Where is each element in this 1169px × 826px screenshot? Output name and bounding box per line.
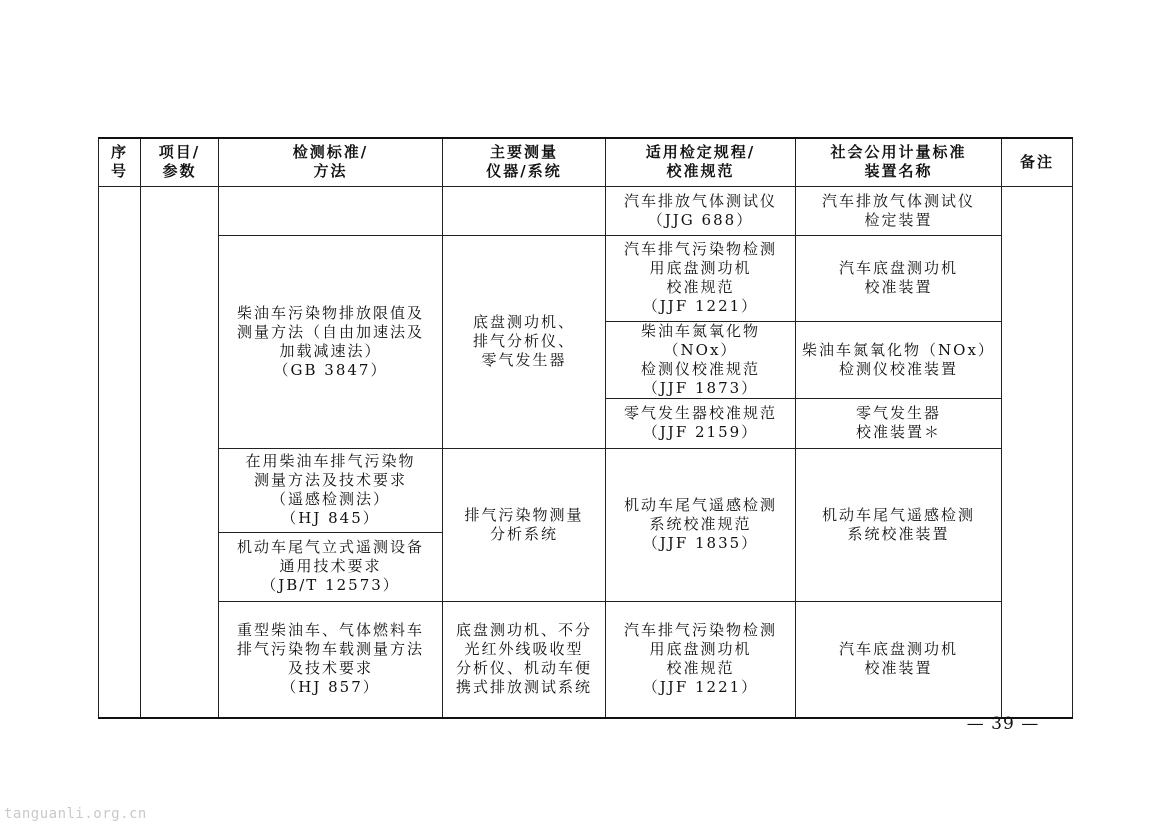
device-cell: 机动车尾气遥感检测 系统校准装置 [796, 448, 1002, 601]
page-number: — 39 — [966, 714, 1040, 734]
header-instrument: 主要测量 仪器/系统 [443, 138, 606, 186]
device-cell: 零气发生器 校准装置＊ [796, 398, 1002, 448]
standard-cell-empty [219, 186, 443, 235]
standard-cell: 机动车尾气立式遥测设备 通用技术要求 （JB/T 12573） [219, 532, 443, 601]
regulation-cell: 汽车排气污染物检测 用底盘测功机 校准规范 （JJF 1221） [606, 601, 796, 718]
table-row [99, 235, 1073, 321]
table-row [99, 448, 1073, 532]
standard-cell: 重型柴油车、气体燃料车 排气污染物车载测量方法 及技术要求 （HJ 857） [219, 601, 443, 718]
device-cell: 汽车底盘测功机 校准装置 [796, 235, 1002, 321]
table-header-row [99, 138, 1073, 186]
table-row [99, 601, 1073, 718]
device-cell: 柴油车氮氧化物（NOx） 检测仪校准装置 [796, 321, 1002, 398]
regulation-cell: 汽车排气污染物检测 用底盘测功机 校准规范 （JJF 1221） [606, 235, 796, 321]
header-device: 社会公用计量标准 装置名称 [796, 138, 1002, 186]
header-standard: 检测标准/ 方法 [219, 138, 443, 186]
seq-cell [99, 186, 141, 718]
header-regulation: 适用检定规程/ 校准规范 [606, 138, 796, 186]
watermark: tanguanli.org.cn [4, 806, 147, 822]
regulation-cell: 柴油车氮氧化物（NOx） 检测仪校准规范 （JJF 1873） [606, 321, 796, 398]
standard-cell: 柴油车污染物排放限值及 测量方法（自由加速法及 加载减速法） （GB 3847） [219, 235, 443, 448]
instrument-cell-empty [443, 186, 606, 235]
header-item: 项目/ 参数 [141, 138, 219, 186]
header-seq: 序 号 [99, 138, 141, 186]
instrument-cell: 底盘测功机、不分 光红外线吸收型 分析仪、机动车便 携式排放测试系统 [443, 601, 606, 718]
regulation-cell: 机动车尾气遥感检测 系统校准规范 （JJF 1835） [606, 448, 796, 601]
instrument-cell: 排气污染物测量 分析系统 [443, 448, 606, 601]
remark-cell [1002, 186, 1073, 718]
header-remark: 备注 [1002, 138, 1073, 186]
regulation-cell: 零气发生器校准规范 （JJF 2159） [606, 398, 796, 448]
item-cell [141, 186, 219, 718]
instrument-cell: 底盘测功机、 排气分析仪、 零气发生器 [443, 235, 606, 448]
table-row [99, 186, 1073, 235]
standards-table [98, 137, 1073, 719]
regulation-cell: 汽车排放气体测试仪 （JJG 688） [606, 186, 796, 235]
device-cell: 汽车排放气体测试仪 检定装置 [796, 186, 1002, 235]
device-cell: 汽车底盘测功机 校准装置 [796, 601, 1002, 718]
standard-cell: 在用柴油车排气污染物 测量方法及技术要求 （遥感检测法） （HJ 845） [219, 448, 443, 532]
